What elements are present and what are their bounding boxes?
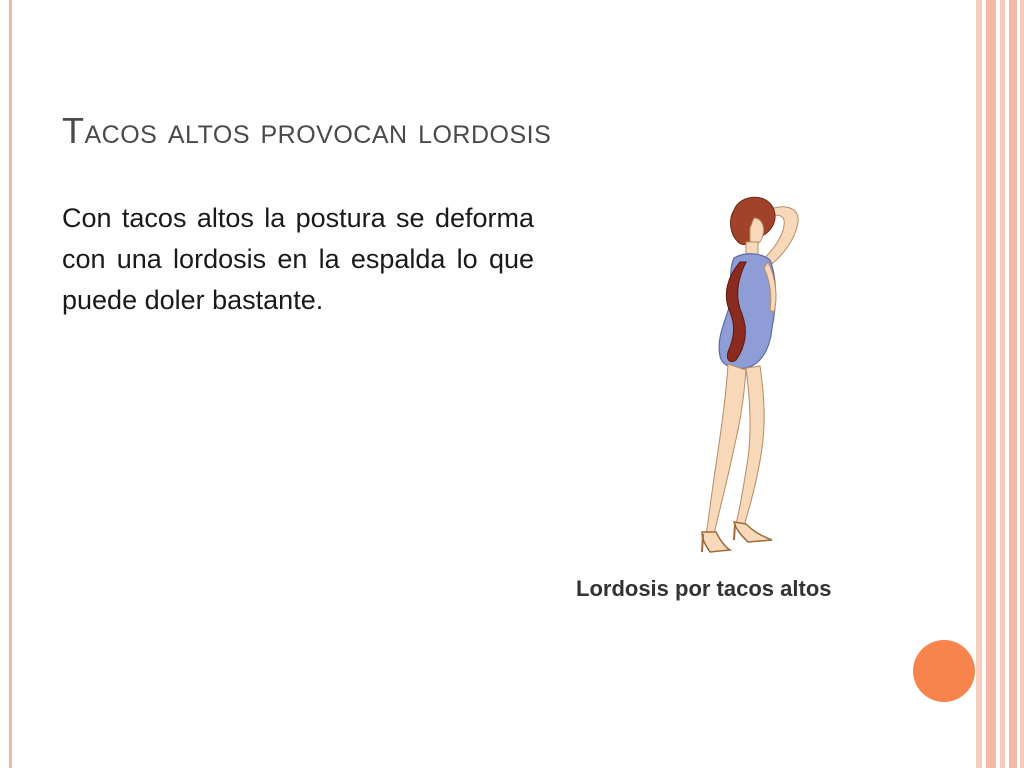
orange-circle-decoration (913, 640, 975, 702)
right-decorative-band (976, 0, 1024, 768)
slide-title: Tacos altos provocan lordosis (62, 110, 552, 151)
woman-lordosis-illustration-icon (650, 188, 830, 568)
slide-body-text: Con tacos altos la postura se deforma con una lordosis en la espalda lo que puede doler bastante. (62, 203, 534, 315)
left-border-line (9, 0, 12, 768)
figure-caption: Lordosis por tacos altos (576, 576, 832, 601)
